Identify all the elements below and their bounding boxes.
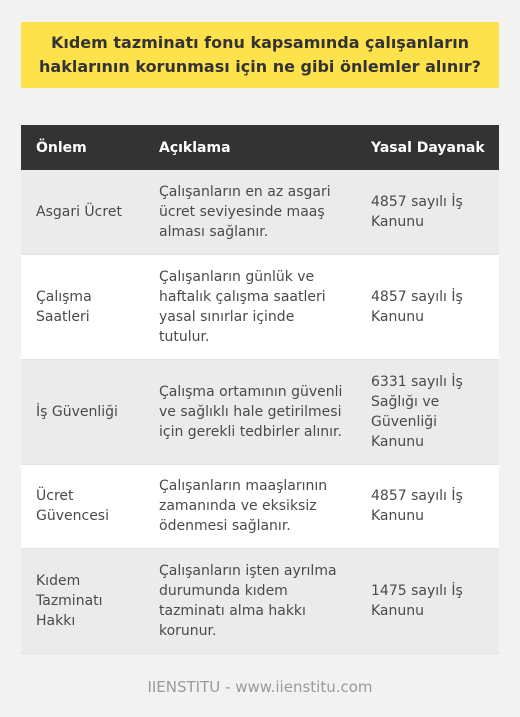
measures-table bbox=[21, 125, 499, 654]
column-header-description: Açıklama bbox=[144, 125, 356, 170]
table-row bbox=[21, 548, 499, 653]
table-row bbox=[21, 170, 499, 254]
legal-basis-cell: 6331 sayılı İş Sağlığı ve Güvenliği Kanunu bbox=[356, 359, 499, 464]
measure-cell: Asgari Ücret bbox=[21, 170, 144, 254]
legal-basis-cell: 4857 sayılı İş Kanunu bbox=[356, 170, 499, 254]
description-cell: Çalışanların maaşlarının zamanında ve eksiksiz ödenmesi sağlanır. bbox=[144, 464, 356, 548]
table-row bbox=[21, 254, 499, 359]
column-header-legal-basis: Yasal Dayanak bbox=[356, 125, 499, 170]
page-title: Kıdem tazminatı fonu kapsamında çalışanların haklarının korunması için ne gibi önlemler alınır? bbox=[39, 33, 481, 76]
description-cell: Çalışma ortamının güvenli ve sağlıklı hale getirilmesi için gerekli tedbirler alınır. bbox=[144, 359, 356, 464]
description-cell: Çalışanların işten ayrılma durumunda kıdem tazminatı alma hakkı korunur. bbox=[144, 548, 356, 653]
table-row bbox=[21, 464, 499, 548]
footer-credit: IIENSTITU - www.iienstitu.com bbox=[147, 678, 373, 696]
measure-cell: İş Güvenliği bbox=[21, 359, 144, 464]
title-banner bbox=[21, 22, 499, 88]
measure-cell: Kıdem Tazminatı Hakkı bbox=[21, 548, 144, 653]
measure-cell: Çalışma Saatleri bbox=[21, 254, 144, 359]
column-header-measure: Önlem bbox=[21, 125, 144, 170]
description-cell: Çalışanların günlük ve haftalık çalışma saatleri yasal sınırlar içinde tutulur. bbox=[144, 254, 356, 359]
legal-basis-cell: 4857 sayılı İş Kanunu bbox=[356, 464, 499, 548]
legal-basis-cell: 1475 sayılı İş Kanunu bbox=[356, 548, 499, 653]
description-cell: Çalışanların en az asgari ücret seviyesinde maaş alması sağlanır. bbox=[144, 170, 356, 254]
table-header-row bbox=[21, 125, 499, 170]
table-row bbox=[21, 359, 499, 464]
legal-basis-cell: 4857 sayılı İş Kanunu bbox=[356, 254, 499, 359]
measure-cell: Ücret Güvencesi bbox=[21, 464, 144, 548]
